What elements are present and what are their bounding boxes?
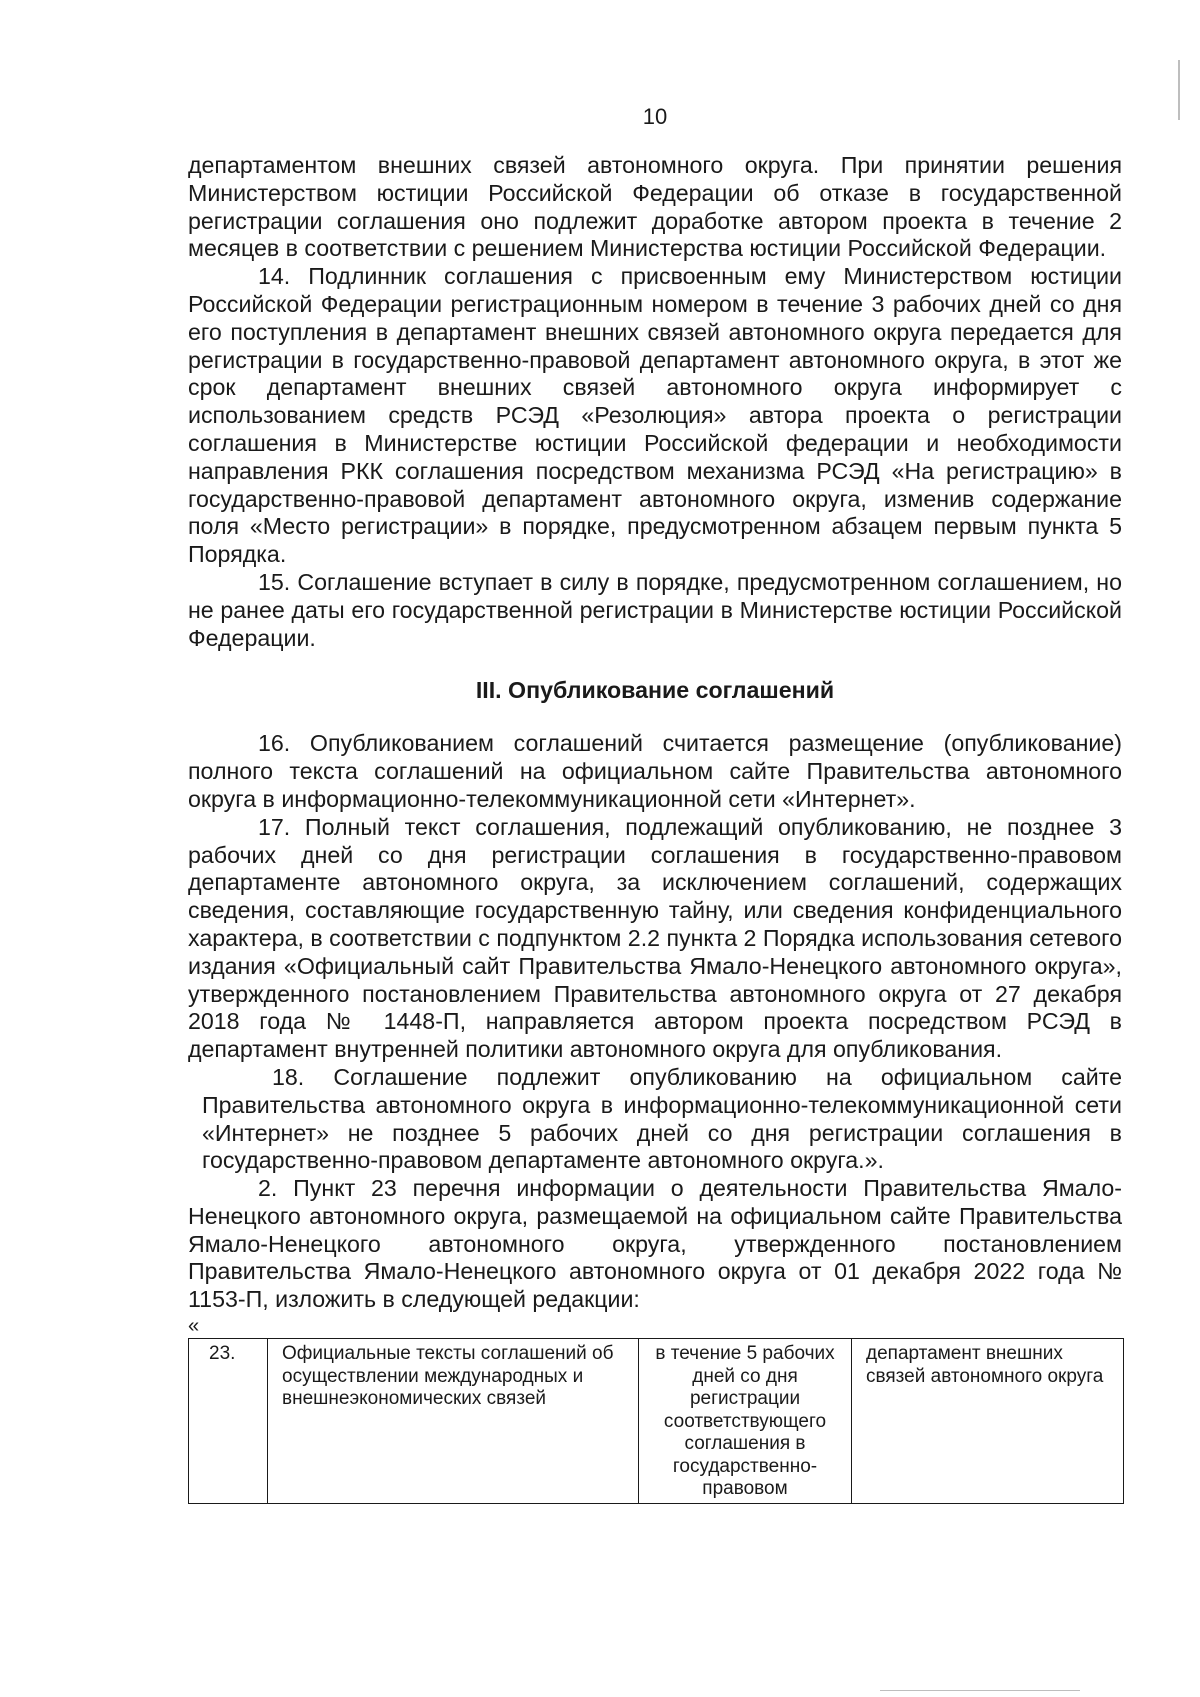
description-cell: Официальные тексты соглашений об осуществлении международных и внешнеэкономических связей xyxy=(268,1339,639,1504)
term-cell: в течение 5 рабочих дней со дня регистрации соответствующего соглашения в государственно-правовом xyxy=(639,1339,852,1504)
paragraph-item-18: 18. Соглашение подлежит опубликованию на официальном сайте Правительства автономного округа в информационно-телекоммуникационной сети «Интернет» не позднее 5 рабочих дней со дня регистрации соглашения в государственно-правовом департаменте автономного округа.». xyxy=(202,1063,1122,1174)
paragraph-item-14: 14. Подлинник соглашения с присвоенным ему Министерством юстиции Российской Федерации регистрационным номером в течение 3 рабочих дней со дня его поступления в департамент внешних связей автономного округа передается для регистрации в государственно-правовой департамент автономного округа, в этот же срок департамент внешних связей автономного округа информирует с использованием средств РСЭД «Резолюция» автора проекта о регистрации соглашения в Министерстве юстиции Российской федерации и необходимости направления РКК соглашения посредством механизма РСЭД «На регистрацию» в государственно-правовой департамент автономного округа, изменив содержание поля «Место регистрации» в порядке, предусмотренном абзацем первым пункта 5 Порядка. xyxy=(188,263,1122,568)
paragraph-item-16: 16. Опубликованием соглашений считается размещение (опубликование) полного текста соглашений на официальном сайте Правительства автономного округа в информационно-телекоммуникационной сети «Интернет». xyxy=(188,730,1122,812)
page-number: 10 xyxy=(642,104,668,129)
paragraph-item-15: 15. Соглашение вступает в силу в порядке, предусмотренном соглашением, но не ранее даты его государственной регистрации в Министерстве юстиции Российской Федерации. xyxy=(188,568,1122,651)
paragraph-item-2: 2. Пункт 23 перечня информации о деятельности Правительства Ямало-Ненецкого автономного округа, размещаемой на официальном сайте Правительства Ямало-Ненецкого автономного округа, утвержденного постановлением Правительства Ямало-Ненецкого автономного округа от 01 декабря 2022 года № 1153-П, изложить в следующей редакции: xyxy=(188,1175,1122,1313)
scan-mark xyxy=(880,1690,1080,1691)
opening-quote-mark: « xyxy=(188,1315,200,1338)
responsible-cell: департамент внешних связей автономного округа xyxy=(852,1339,1124,1504)
paragraph-item-17: 17. Полный текст соглашения, подлежащий опубликованию, не позднее 3 рабочих дней со дня регистрации соглашения в государственно-правовом департаменте автономного округа, за исключением соглашений, содержащих сведения, составляющие государственную тайну, или сведения конфиденциального характера, в соответствии с подпунктом 2.2 пункта 2 Порядка использования сетевого издания «Официальный сайт Правительства Ямало-Ненецкого автономного округа», утвержденного постановлением Правительства автономного округа от 27 декабря 2018 года № 1448-П, направляется автором проекта посредством РСЭД в департамент внутренней политики автономного округа для опубликования. xyxy=(188,813,1122,1063)
paragraph-continuation: департаментом внешних связей автономного округа. При принятии решения Министерством юстиции Российской Федерации об отказе в государственной регистрации соглашения оно подлежит доработке автором проекта в течение 2 месяцев в соответствии с решением Министерства юстиции Российской Федерации. xyxy=(188,152,1122,262)
document-body xyxy=(188,152,1122,1504)
scan-mark xyxy=(1178,60,1180,120)
row-number-cell: 23. xyxy=(189,1339,268,1504)
table-row xyxy=(189,1339,1124,1504)
information-table xyxy=(188,1338,1124,1504)
section-heading: III. Опубликование соглашений xyxy=(475,677,835,704)
